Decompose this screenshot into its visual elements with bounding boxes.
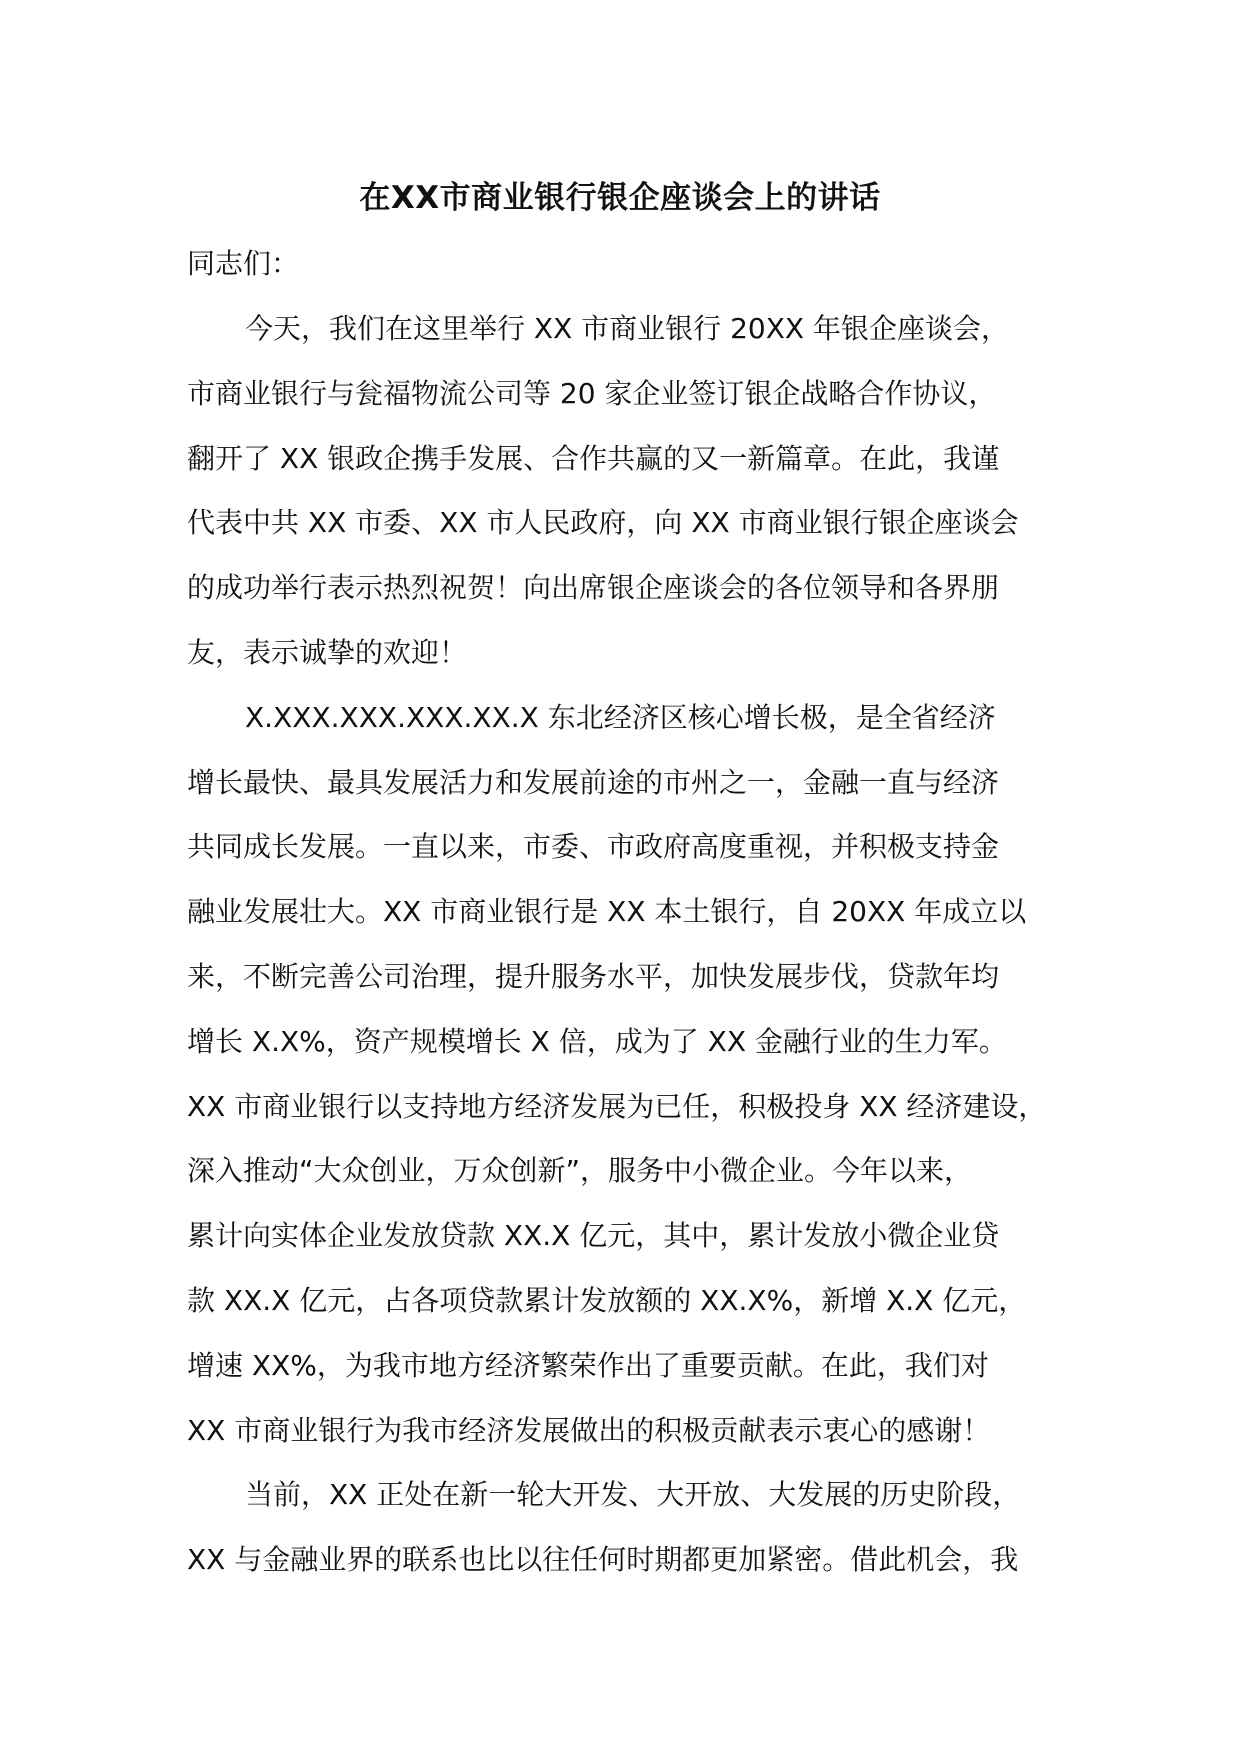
paragraph-line: 市商业银行与瓮福物流公司等 20 家企业签订银企战略合作协议， [187, 376, 997, 410]
paragraph-line: 今天，我们在这里举行 XX 市商业银行 20XX 年银企座谈会， [245, 312, 1009, 345]
paragraph-line: 当前，XX 正处在新一轮大开发、大开放、大发展的历史阶段， [245, 1478, 1021, 1512]
paragraph-line: 来，不断完善公司治理，提升服务水平，加快发展步伐，贷款年均 [187, 959, 1000, 993]
paragraph-line: 增长 X.X%，资产规模增长 X 倍，成为了 XX 金融行业的生力军。 [187, 1024, 1007, 1058]
paragraph-line: XX 市商业银行为我市经济发展做出的积极贡献表示衷心的感谢！ [187, 1413, 991, 1447]
paragraph-line: X.XXX.XXX.XXX.XX.X 东北经济区核心增长极，是全省经济 [245, 700, 996, 734]
paragraph-line: 增速 XX%，为我市地方经济繁荣作出了重要贡献。在此，我们对 [187, 1348, 989, 1382]
paragraph-line: 款 XX.X 亿元，占各项贷款累计发放额的 XX.X%，新增 X.X 亿元， [187, 1283, 1027, 1317]
paragraph-line: 增长最快、最具发展活力和发展前途的市州之一，金融一直与经济 [187, 765, 1000, 799]
paragraph-line: 深入推动“大众创业，万众创新”，服务中小微企业。今年以来， [187, 1154, 973, 1188]
paragraph-line: 友，表示诚挚的欢迎！ [187, 635, 468, 669]
paragraph-line: 共同成长发展。一直以来，市委、市政府高度重视，并积极支持金 [187, 830, 1000, 864]
paragraph-line: 的成功举行表示热烈祝贺！向出席银企座谈会的各位领导和各界朋 [187, 571, 1000, 605]
paragraph-line: 融业发展壮大。XX 市商业银行是 XX 本土银行，自 20XX 年成立以 [187, 895, 1027, 929]
paragraph-line: 代表中共 XX 市委、XX 市人民政府，向 XX 市商业银行银企座谈会 [187, 506, 1019, 540]
document-title: 在XX市商业银行银企座谈会上的讲话 [359, 180, 881, 216]
paragraph-line: XX 与金融业界的联系也比以往任何时期都更加紧密。借此机会，我 [187, 1543, 1019, 1577]
salutation: 同志们： [187, 247, 300, 280]
paragraph-line: XX 市商业银行以支持地方经济发展为已任，积极投身 XX 经济建设， [187, 1089, 1047, 1123]
document-body [187, 302, 1087, 1598]
paragraph-line: 翻开了 XX 银政企携手发展、合作共赢的又一新篇章。在此，我谨 [187, 441, 1000, 475]
paragraph-line: 累计向实体企业发放贷款 XX.X 亿元，其中，累计发放小微企业贷 [187, 1219, 1000, 1253]
